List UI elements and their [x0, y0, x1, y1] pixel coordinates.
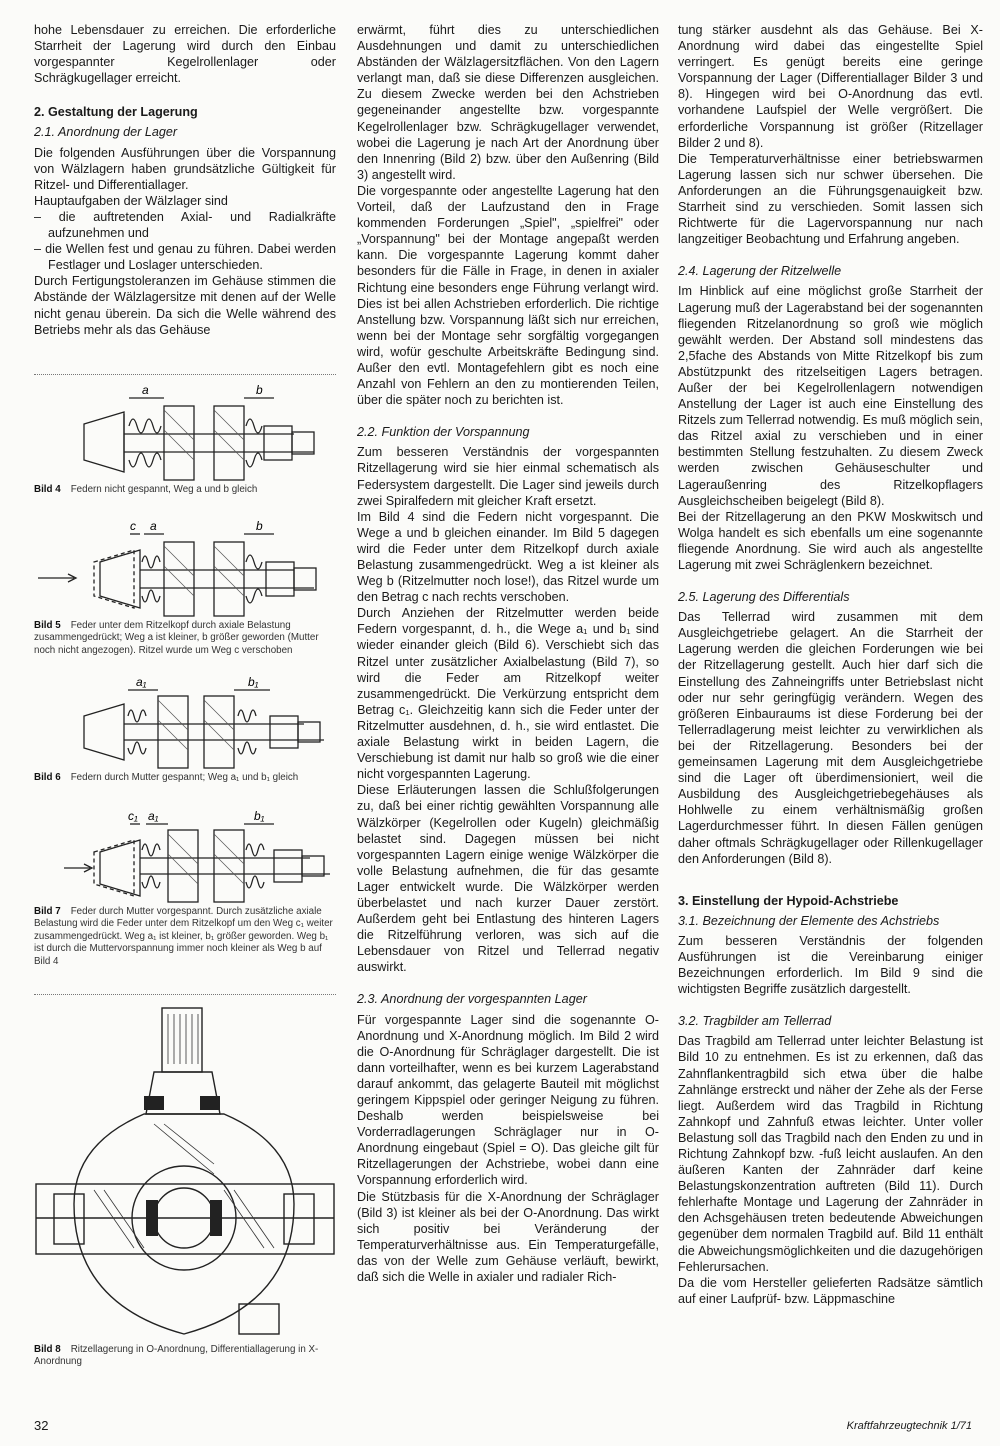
figure-number: Bild 6 [34, 772, 61, 783]
paragraph: hohe Lebensdauer zu erreichen. Die erforderliche Starrheit der Lagerung wird durch den Einbau vorgespannter Kegelrollenlager oder Schrägkugellager erreicht. [34, 23, 336, 86]
paragraph: Die folgenden Ausführungen über die Vorspannung von Wälzlagern haben grundsätzliche Gültigkeit für Ritzel- und Differentiallager. [34, 145, 336, 192]
caption-text: Federn durch Mutter gespannt; Weg a₁ und b₁ gleich [70, 772, 299, 783]
label-a: a [150, 520, 157, 533]
section-heading: 3. Einstellung der Hypoid-Achstriebe [678, 893, 899, 908]
spring-diagram [34, 520, 336, 620]
column-3 [678, 22, 983, 1307]
paragraph: tung stärker ausdehnt als das Gehäuse. Bei X-Anordnung wird dabei das eingestellte Spiel verringert. Es genügt bereits eine geringe Vorspannung der Lager (Differentiallager Bilder 3 und 8). Hingegen wird bei O-Anordnung das evtl. vorhandene Laufspiel der Welle vergrößert. Die erforderliche Vorspannung ist größer (Ritzellager Bilder 2 und 8). [678, 23, 983, 150]
label-c1: c₁ [128, 810, 138, 823]
spring-diagram [34, 810, 336, 906]
subsection-heading: 2.5. Lagerung des Differentials [678, 590, 850, 605]
paragraph: erwärmt, führt dies zu unterschiedlichen Ausdehnungen und damit zu unterschiedlichen Abständen der Wälzlagersitzflächen. Von den Lagern verlangt man, daß sie diese Differenzen ausgleichen. Zu diesem Zwecke werden bei den Achstrieben gegeneinander angestellte bzw. vorgespannte Kegelrollenlager bzw. Schrägkugellager verwendet, wobei die Lagerung je nach Art der Anordnung über den Innenring (Bild 2) bzw. über den Außenring (Bild 3) angestellt wird. [357, 23, 659, 182]
paragraph: Durch Anziehen der Ritzelmutter werden beide Federn vorgespannt, d. h., die Wege a₁ und b₁ sind wieder einander gleich (Bild 6). Verschiebt sich das Ritzel unter zusätzlicher Axialbelastung (Bild 7), so wird die Feder am Ritzelkopf weiter zusammengedrückt. Die Verkürzung entspricht dem Betrag c₁. Gleichzeitig kann sich die Feder unter der Ritzelmutter ausdehnen, d. h., sie wird entlastet. Die axiale Belastung wirkt in beiden Lagern, die Verschiebung ist damit nur halb so groß wie die einer nicht vorgespannten Lagerung. [357, 606, 659, 782]
figure-bild-7 [34, 810, 336, 968]
label-a: a [142, 384, 149, 397]
list-item: – die auftretenden Axial- und Radialkräfte aufzunehmen und [34, 209, 336, 241]
column-1 [34, 22, 336, 338]
caption-text: Feder unter dem Ritzelkopf durch axiale Belastung zusammengedrückt; Weg a ist kleiner, b größer geworden (Mutter noch nicht angezogen). Ritzel wurde um Weg c verschoben [34, 620, 319, 656]
page-number: 32 [34, 1418, 49, 1433]
figure-caption [34, 484, 336, 496]
figure-number: Bild 7 [34, 906, 61, 917]
paragraph: Die Stützbasis für die X-Anordnung der Schräglager (Bild 3) ist kleiner als bei der O-Anordnung. Das wirkt sich positiv bei Veränderung der Temperaturverhältnisse aus. Ein Temperaturgefälle, das von der Welle zum Gehäuse verläuft, bewirkt, daß sich die Welle in axialer und radialer Rich- [357, 1189, 659, 1285]
figure-caption [34, 906, 336, 968]
differential-drawing [34, 1004, 336, 1344]
label-c: c [130, 520, 136, 533]
column-2 [357, 22, 659, 1285]
spring-diagram [34, 676, 336, 772]
paragraph: Die Temperaturverhältnisse einer betriebswarmen Lagerung lassen sich nur schwer übersehen. Die Anforderungen an die Führungsgenauigkeit bzw. Starrheit sind zu verschieden. Somit lassen sich Richtwerte für die Lagervorspannung nur nach langzeitiger Beobachtung und Erfahrung angeben. [678, 151, 983, 247]
figure-bild-8 [34, 1004, 336, 1369]
paragraph: Diese Erläuterungen lassen die Schlußfolgerungen zu, daß bei einer richtig gewählten Vorspannung alle Wälzkörper (Kegelrollen oder Kugeln) gleichmäßig belastet sind. Dagegen müssen bei nicht vorgespannten Lagern einige wenige Wälzkörper die volle Belastung aufnehmen, die für das gesamte Lager entwickelt wurde. Die Wälzkörper werden überbelastet und nach kurzer Dauer zerstört. Außerdem geht bei Entlastung des hinteren Lagers die Ritzelführung verloren, was sich auf die Lebensdauer von Ritzel und Tellerrad negativ auswirkt. [357, 783, 659, 975]
caption-text: Ritzellagerung in O-Anordnung, Differentiallagerung in X-Anordnung [34, 1344, 319, 1368]
figure-caption [34, 1344, 336, 1369]
figure-caption [34, 772, 336, 784]
paragraph: Hauptaufgaben der Wälzlager sind [34, 193, 228, 208]
subsection-heading: 2.1. Anordnung der Lager [34, 125, 178, 140]
figure-number: Bild 4 [34, 484, 61, 495]
subsection-heading: 3.2. Tragbilder am Tellerrad [678, 1014, 832, 1029]
divider [34, 374, 336, 375]
section-heading: 2. Gestaltung der Lagerung [34, 105, 198, 120]
paragraph: Zum besseren Verständnis der vorgespannten Ritzellagerung wird sie hier einmal schematisch als Federsystem dargestellt. Die Lager sind jeweils durch zwei Spiralfedern mit gleicher Kraft ersetzt. [357, 445, 659, 508]
paragraph: Bei der Ritzellagerung an den PKW Moskwitsch und Wolga handelt es sich ebenfalls um eine sogenannte fliegende Anordnung. Sie wird auch als angestellte Lagerung mit zwei Schräglenkern bezeichnet. [678, 509, 983, 572]
paragraph: Da die vom Hersteller gelieferten Radsätze sämtlich auf einer Laufprüf- bzw. Läppmaschine [678, 1275, 983, 1306]
paragraph: Im Bild 4 sind die Federn nicht vorgespannt. Die Wege a und b gleichen einander. Im Bild 5 dagegen wird die Feder unter dem Ritzelkopf durch axiale Belastung zusammengedrückt. Weg a ist kleiner als Weg b (Ritzelmutter noch lose!), das Ritzel wurde um den Betrag c nach rechts verschoben. [357, 509, 659, 605]
divider [34, 994, 336, 995]
caption-text: Feder durch Mutter vorgespannt. Durch zusätzliche axiale Belastung wird die Feder unter dem Ritzelkopf um den Weg c₁ weiter zusammengedrückt. Weg a₁ ist kleiner, b₁ größer geworden. Weg b₁ ist durch die Muttervorspannung immer noch kleiner als Weg b auf Bild 4 [34, 906, 333, 967]
figure-number: Bild 5 [34, 620, 61, 631]
caption-text: Federn nicht gespannt, Weg a und b gleich [70, 484, 258, 495]
subsection-heading: 2.2. Funktion der Vorspannung [357, 425, 530, 440]
paragraph: Zum besseren Verständnis der folgenden Ausführungen ist die Vereinbarung einiger Bezeichnungen erforderlich. Im Bild 9 sind die wichtigsten Begriffe zusätzlich dargestellt. [678, 933, 983, 997]
list-item: – die Wellen fest und genau zu führen. Dabei werden Festlager und Loslager unterschieden. [34, 242, 336, 273]
label-a1: a₁ [136, 676, 147, 689]
label-b: b [256, 520, 263, 533]
paragraph: Durch Fertigungstoleranzen im Gehäuse stimmen die Abstände der Wälzlagersitze mit denen auf der Welle nicht genau überein. Da sich die Welle während des Betriebs mehr als das Gehäuse [34, 274, 336, 337]
figure-number: Bild 8 [34, 1344, 61, 1355]
label-b1: b₁ [248, 676, 259, 689]
label-b1: b₁ [254, 810, 265, 823]
paragraph: Die vorgespannte oder angestellte Lagerung hat den Vorteil, daß der Laufzustand den in Frage kommenden Forderungen „Spiel", „spielfrei" oder „Vorspannung" bei der Montage angepaßt werden kann. Die vorgespannte Lagerung kommt daher besonders für die Fälle in Frage, in denen in axialer Richtung eine besonders enge Führung verlangt wird. Dies ist bei allen Achstrieben erforderlich. Die richtige Anstellung bzw. Vorspannung läßt sich nur erreichen, wenn bei der Montage sehr sorgfältig vorgegangen wird, wofür geschulte Arbeitskräfte Bedingung sind. Außer den evtl. Montagefehlern gibt es noch eine Anzahl von Fehlern an den zu montierenden Teilen, über die später noch zu berichten ist. [357, 183, 659, 408]
paragraph: Das Tragbild am Tellerrad unter leichter Belastung ist Bild 10 zu entnehmen. Es ist zu erkennen, daß das Zahnflankentragbild sich etwa über die halbe Zahnlänge erstreckt und näher der Zehe als der Ferse liegt. Außerdem wird das Tragbild in Richtung Zahnkopf und Zahnfuß etwas leichter. Unter voller Belastung soll das Tragbild nach den Enden zu und in Richtung Zahnkopf bzw. -fuß leicht auslaufen. An den äußeren Kanten der Zahnräder darf keine Belastungskonzentration auftreten (Bild 11). Durch fehlerhafte Montage und Lagerung der Zahnräder in den Achsgehäusen treten bedeutende Abweichungen gegenüber dem normalen Tragbild auf. Bild 11 enthält die Abweichungsmöglichkeiten und die dazugehörigen Fehlerursachen. [678, 1034, 983, 1274]
figure-bild-4 [34, 384, 336, 496]
subsection-heading: 2.3. Anordnung der vorgespannten Lager [357, 992, 587, 1007]
journal-footer: Kraftfahrzeugtechnik 1/71 [846, 1420, 972, 1432]
figure-caption [34, 620, 336, 657]
spring-diagram [34, 384, 336, 484]
label-a1: a₁ [148, 810, 159, 823]
subsection-heading: 2.4. Lagerung der Ritzelwelle [678, 264, 842, 279]
figure-bild-5 [34, 520, 336, 657]
paragraph: Im Hinblick auf eine möglichst große Starrheit der Lagerung muß der Lagerabstand bei der sogenannten fliegenden Ritzelanordnung so groß wie möglich gewählt werden. Der Abstand soll mindestens das 2,5fache des Abstands von Mitte Ritzelkopf bis zum Abstützpunkt des ritzelseitigen Lagers betragen. Außer der bei Kegelrollenlagern notwendigen Anstellung der Lager ist auch eine Einstellung des Ritzels zum Tellerrad notwendig. Es muß möglich sein, das Ritzel axial zu verschieben und in einer bestimmten Stellung festzuhalten. Zu diesem Zweck werden zwischen Gehäuseschulter und Lageraußenring des Ritzelkopflagers Ausgleichscheiben beigelegt (Bild 8). [678, 284, 983, 508]
paragraph: Das Tellerrad wird zusammen mit dem Ausgleichgetriebe gelagert. An die Starrheit der Lagerung werden die gleichen Forderungen wie bei der Ritzellagerung gestellt. Auch hier darf sich die Einstellung des Zahneingriffs unter Betriebslast nicht oder nur sehr geringfügig verändern. Wegen des größeren Einbauraums ist diese Forderung bei der Tellerradlagerung meist leichter zu verwirklichen als bei der Ritzellagerung. Besonders bei der gemeinsamen Lagerung mit dem Ausgleichgetriebe sind die Lager oft überdimensioniert, weil die Ausbildung des Ausgleichgetriebegehäuses als Hohlwelle zu einem verhältnismäßig großen Lagerdurchmesser führt. In diesen Fällen genügen daher oftmals Schrägkugellager oder Rillenkugellager den Anforderungen (Bild 8). [678, 610, 983, 866]
paragraph: Für vorgespannte Lager sind die sogenannte O-Anordnung und X-Anordnung möglich. Im Bild 2 wird die O-Anordnung für Schräglager dargestellt. Die ist dann vorteilhafter, wenn es bei kurzem Lagerabstand darauf ankommt, das gelagerte Bauteil mit möglichst geringem Kippspiel oder geringer Neigung zu führen. Deshalb werden beispielsweise bei Vorderradlagerungen Schräglager nur in O-Anordnung eingebaut (Spiel = O). Das gleiche gilt für Ritzellagerungen der Achstriebe, wobei dann eine Vorspannung erforderlich wird. [357, 1012, 659, 1188]
subsection-heading: 3.1. Bezeichnung der Elemente des Achstriebs [678, 913, 940, 928]
figure-bild-6 [34, 676, 336, 784]
label-b: b [256, 384, 263, 397]
